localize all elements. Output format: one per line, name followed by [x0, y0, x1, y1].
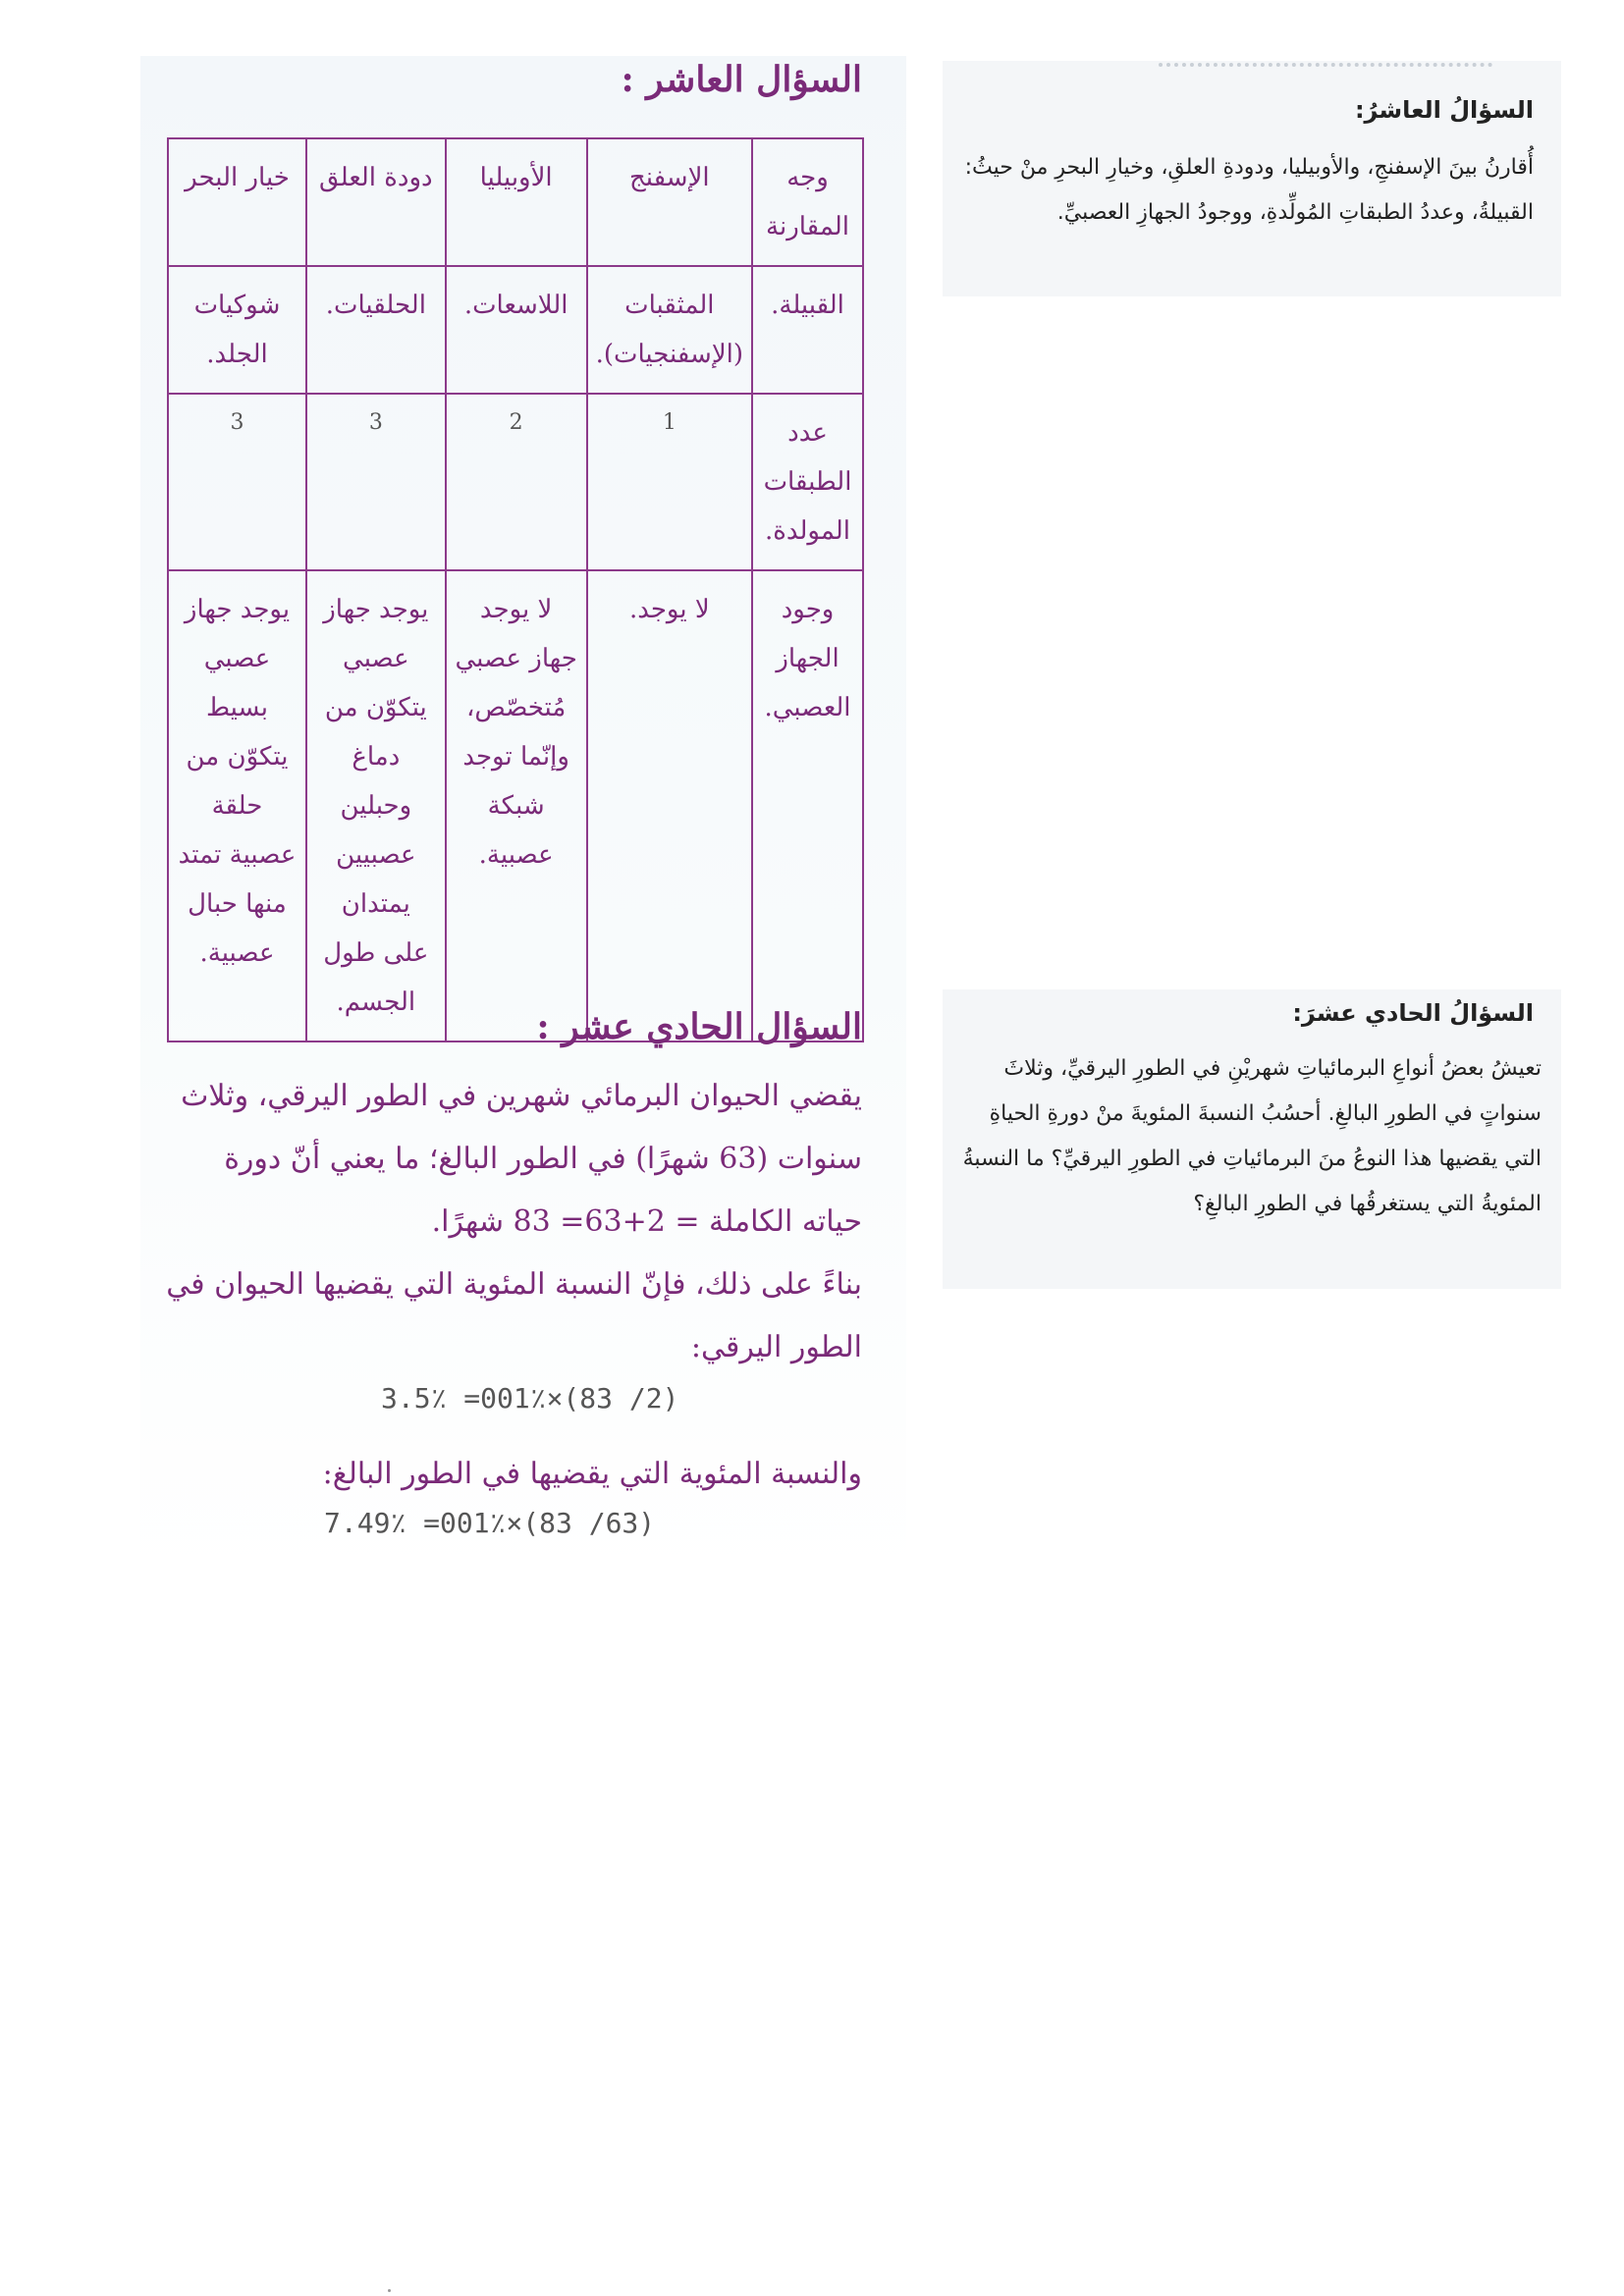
answer-11-adult-intro: والنسبة المئوية التي يقضيها في الطور البالغ: — [322, 1457, 862, 1491]
question-11-title: السؤالُ الحادي عشرَ: — [1292, 999, 1534, 1027]
decorative-dots — [1159, 63, 1492, 77]
question-10-title: السؤالُ العاشرُ: — [1354, 96, 1534, 124]
table-header-row — [168, 138, 863, 266]
table-cell: لا يوجد. — [587, 570, 752, 1041]
question-11-text: تعيشُ بعضُ أنواعِ البرمائياتِ شهريْنِ في الطورِ اليرقيِّ، وثلاثَ سنواتٍ في الطورِ البالغِ. أحسُبُ النسبةَ المئويةَ منْ دورةِ الحياةِ التي يقضيها هذا النوعُ منَ البرمائياتِ في الطورِ اليرقيِّ؟ ما النسبةُ المئويةُ التي يستغرقُها في الطورِ البالغِ؟ — [962, 1056, 1542, 1216]
table-cell: يوجد جهاز عصبي بسيط يتكوّن من حلقة عصبية تمتد منها حبال عصبية. — [168, 570, 306, 1041]
table-row — [168, 266, 863, 394]
answer-11-paragraph: يقضي الحيوان البرمائي شهرين في الطور اليرقي، وثلاث سنوات (63 شهرًا) في الطور البالغ؛ ما يعني أنّ دورة حياته الكاملة = 2+63= 83 شهرًا. — [181, 1079, 862, 1239]
table-cell: لا يوجد جهاز عصبي مُتخصّص، وإنّما توجد شبكة عصبية. — [446, 570, 587, 1041]
table-cell: 3 — [168, 394, 306, 570]
table-header-cell: خيار البحر — [168, 138, 306, 266]
table-header-cell: الإسفنج — [587, 138, 752, 266]
answer-10-title: السؤال العاشر : — [621, 59, 862, 100]
table-cell: عدد الطبقات المولدة. — [752, 394, 863, 570]
table-row — [168, 570, 863, 1041]
table-row — [168, 394, 863, 570]
page-speck — [388, 2289, 391, 2292]
table-cell: الحلقيات. — [306, 266, 446, 394]
answer-11-adult — [165, 1443, 862, 1506]
table-cell: اللاسعات. — [446, 266, 587, 394]
table-cell: المثقبات (الإسفنجيات). — [587, 266, 752, 394]
answer-11-larval-intro: بناءً على ذلك، فإنّ النسبة المئوية التي يقضيها الحيوان في الطور اليرقي: — [166, 1267, 862, 1364]
answer-11-title: السؤال الحادي عشر : — [536, 1006, 862, 1047]
question-10-text: أُقارنُ بينَ الإسفنجِ، والأوبيليا، ودودةِ العلقِ، وخيارِ البحرِ منْ حيثُ: القبيلةُ، وعددُ الطبقاتِ المُولِّدةِ، ووجودُ الجهازِ العصبيِّ. — [964, 155, 1534, 225]
table-cell: القبيلة. — [752, 266, 863, 394]
answer-11-body — [165, 1065, 862, 1379]
adult-percentage-formula: 7.49٪ =001٪×(83 /63) — [324, 1507, 656, 1539]
table-cell: شوكيات الجلد. — [168, 266, 306, 394]
table-header-cell: الأوبيليا — [446, 138, 587, 266]
table-cell: وجود الجهاز العصبي. — [752, 570, 863, 1041]
table-cell: يوجد جهاز عصبي يتكوّن من دماغ وحبلين عصبيين يمتدان على طول الجسم. — [306, 570, 446, 1041]
table-cell: 3 — [306, 394, 446, 570]
table-header-cell: دودة العلق — [306, 138, 446, 266]
table-cell: 2 — [446, 394, 587, 570]
table-header-cell: وجه المقارنة — [752, 138, 863, 266]
comparison-table — [167, 137, 864, 1042]
larval-percentage-formula: 3.5٪ =001٪×(83 /2) — [381, 1382, 679, 1415]
table-cell: 1 — [587, 394, 752, 570]
